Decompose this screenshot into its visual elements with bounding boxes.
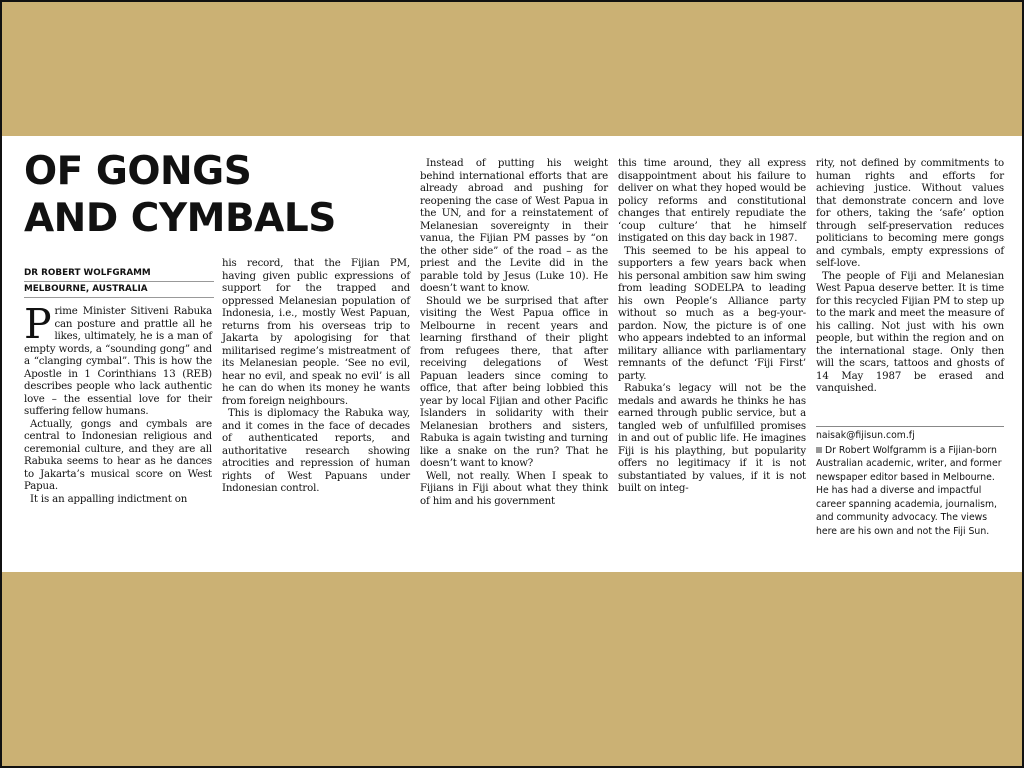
paragraph: Well, not really. When I speak to Fijians in Fiji about what they think of him and his government: [420, 470, 608, 507]
article-clipping: [2, 136, 1022, 572]
paragraph: his record, that the Fijian PM, having given public expressions of support for the trapped and oppressed Melanesian population of Indonesia, i.e., mostly West Papuan, returns from his overseas trip to Jakarta by apologising for that militarised regime’s mistreatment of its Melanesian people. ‘See no evil, hear no evil, and speak no evil’ is all he can do when its money he wants from foreign neighbours.: [222, 258, 410, 407]
paragraph: this time around, they all express disappointment about his failure to deliver on what they hoped would be policy reforms and constitutional changes that entirely repudiate the ‘coup culture’ that he himself instigated on this day back in 1987.: [618, 158, 806, 244]
square-bullet-icon: [816, 447, 822, 453]
top-tan-band: [2, 2, 1022, 136]
paragraph: rity, not defined by commitments to human rights and efforts for achieving justice. Without values that demonstrate concern and love for others, taking the ‘safe’ option through self-preservation reduces politicians to becoming mere gongs and cymbals, empty expressions of self-love.: [816, 158, 1004, 269]
author-location: MELBOURNE, AUSTRALIA: [24, 282, 214, 298]
paragraph: Should we be surprised that after visiting the West Papua office in Melbourne in recent years and learning firsthand of their plight from refugees there, that after receiving delegations of West Papuan leaders since coming to office, that after being lobbied this year by local Fijian and other Pacific Islanders in solidarity with their Melanesian brothers and sisters, Rabuka is again twisting and turning like a snake on the run? That he doesn’t want to know?: [420, 295, 608, 469]
paragraph-text: rime Minister Sitiveni Rabuka can posture and prattle all he likes, ultimately, he is a man of empty words, a “sounding gong” and a “clanging cymbal”. This is how the Apostle in 1 Corinthians 13 (REB) describes people who lack authentic love – the essential love for their suffering fellow humans.: [24, 306, 212, 417]
column-5: [816, 158, 1004, 396]
author-name: DR ROBERT WOLFGRAMM: [24, 266, 214, 282]
bottom-tan-band: [2, 572, 1022, 766]
author-footnote: [816, 426, 1004, 538]
author-bio: [816, 444, 1004, 539]
byline: [24, 266, 214, 298]
paragraph: Rabuka’s legacy will not be the medals and awards he thinks he has earned through public service, but a tangled web of unfulfilled promises in and out of public life. He imagines Fiji is his plaything, but popularity offers no legitimacy if it is not substantiated by values, if it is not built on integ-: [618, 383, 806, 494]
column-3: [420, 158, 608, 508]
column-2: [222, 258, 410, 496]
headline-line-1: OF GONGS: [24, 149, 252, 194]
paragraph: This is diplomacy the Rabuka way, and it comes in the face of decades of authenticated reports, and authoritative research showing atrocities and repression of human rights of West Papuans under Indonesian control.: [222, 408, 410, 494]
paragraph: Instead of putting his weight behind international efforts that are already abroad and pushing for reopening the case of West Papua in the UN, and for a reinstatement of Melanesian sovereignty in their vanua, the Fijian PM passes by “on the other side” of the road – as the priest and the Levite did in the parable told by Jesus (Luke 10). He doesn’t want to know.: [420, 158, 608, 294]
paragraph: Actually, gongs and cymbals are central to Indonesian religious and ceremonial culture, and they are all Rabuka seems to hear as he dances to Jakarta’s musical score on West Papua.: [24, 418, 212, 492]
paragraph: This seemed to be his appeal to supporters a few years back when his personal ambition saw him swing from leading SODELPA to leading his own People’s Alliance party without so much as a beg-your-pardon. Now, the picture is of one who appears indebted to an informal military alliance with parliamentary remnants of the defunct ‘Fiji First’ party.: [618, 245, 806, 382]
author-bio-text: Dr Robert Wolfgramm is a Fijian-born Australian academic, writer, and former newspaper editor based in Melbourne. He has had a diverse and impactful career spanning academia, journalism, and community advocacy. The views here are his own and not the Fiji Sun.: [816, 444, 1002, 537]
drop-cap: P: [24, 300, 52, 348]
column-4: [618, 158, 806, 496]
headline: [24, 148, 354, 242]
paragraph: [24, 300, 212, 419]
column-1: [24, 300, 212, 506]
paragraph: The people of Fiji and Melanesian West Papua deserve better. It is time for this recycled Fijian PM to step up to the mark and meet the measure of his calling. Not just with his own people, but within the region and on the international stage. Only then will the scars, tattoos and ghosts of 14 May 1987 be erased and vanquished.: [816, 270, 1004, 394]
contact-email[interactable]: naisak@fijisun.com.fj: [816, 430, 915, 441]
paragraph: It is an appalling indictment on: [30, 493, 188, 505]
divider: [816, 426, 1004, 427]
headline-line-2: AND CYMBALS: [24, 196, 336, 241]
